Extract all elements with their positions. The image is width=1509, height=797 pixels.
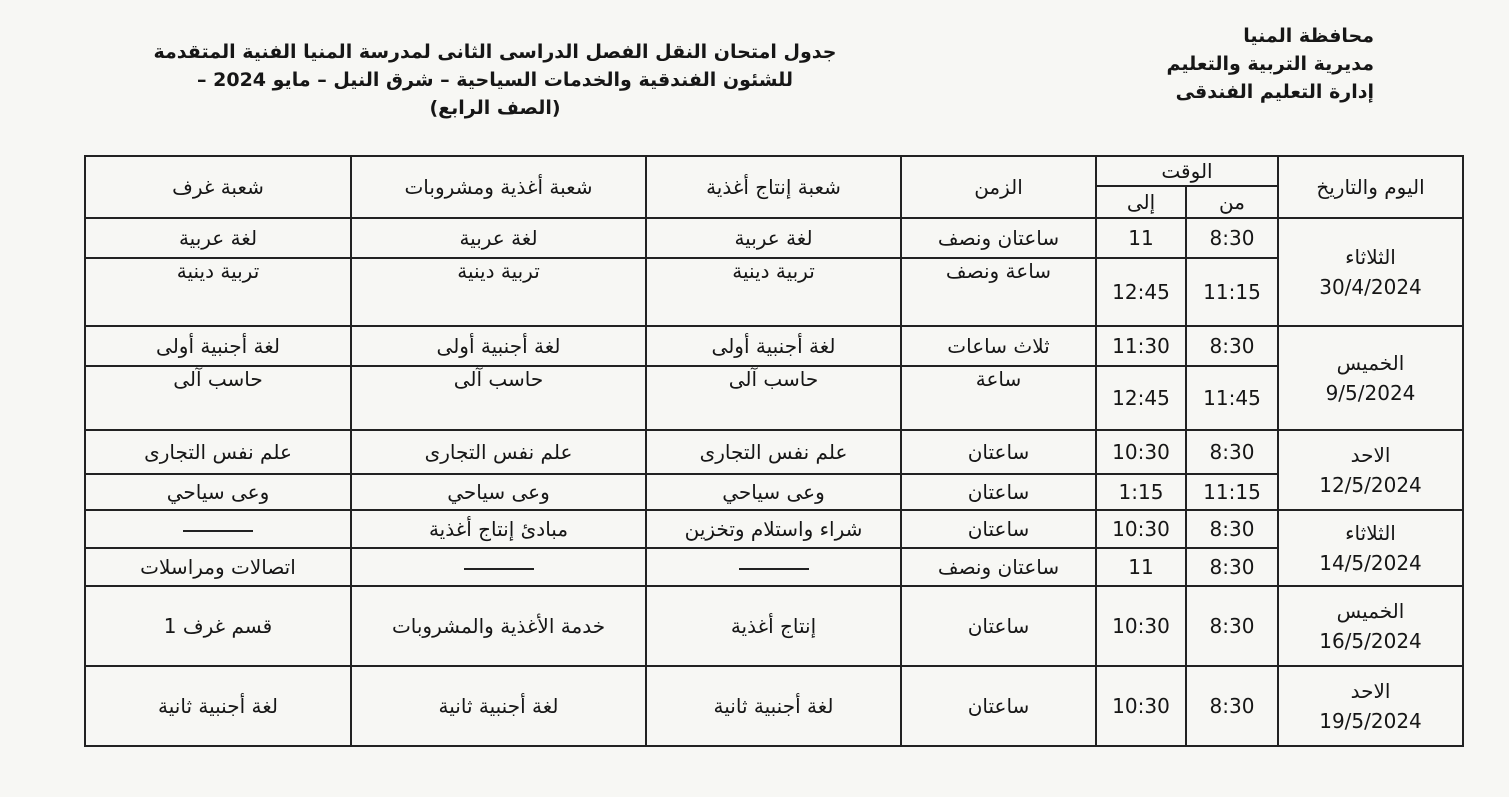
table-row: [85, 666, 1463, 746]
header-from: من: [1186, 186, 1278, 218]
empty-dash: [464, 568, 534, 570]
day-cell: [1278, 218, 1463, 326]
subject-food-beverages: مبادئ إنتاج أغذية: [351, 510, 646, 548]
duration-cell: ساعتان: [901, 474, 1096, 510]
subject-rooms: قسم غرف 1: [85, 586, 351, 666]
duration-cell: ساعتان: [901, 430, 1096, 474]
table-row: [85, 548, 1463, 586]
day-name: الاحد: [1350, 679, 1391, 703]
duration-cell: ساعتان: [901, 586, 1096, 666]
title-line-2: للشئون الفندقية والخدمات السياحية – شرق النيل – مايو 2024 –: [197, 69, 793, 91]
day-date: 9/5/2024: [1325, 381, 1416, 405]
day-date: 14/5/2024: [1319, 551, 1422, 575]
subject-rooms: تربية دينية: [85, 258, 351, 326]
time-to: 10:30: [1096, 586, 1186, 666]
header-food-production: شعبة إنتاج أغذية: [646, 156, 901, 218]
issuing-authority: [1166, 22, 1374, 106]
time-to: 11: [1096, 548, 1186, 586]
subject-rooms: لغة أجنبية أولى: [85, 326, 351, 366]
subject-food-beverages: حاسب آلى: [351, 366, 646, 430]
subject-rooms: اتصالات ومراسلات: [85, 548, 351, 586]
day-cell: [1278, 586, 1463, 666]
subject-food-production: لغة أجنبية أولى: [646, 326, 901, 366]
subject-food-beverages: علم نفس التجارى: [351, 430, 646, 474]
document-title: [135, 38, 855, 122]
time-from: 8:30: [1186, 218, 1278, 258]
time-to: 11:30: [1096, 326, 1186, 366]
time-to: 1:15: [1096, 474, 1186, 510]
header-day-date: اليوم والتاريخ: [1278, 156, 1463, 218]
day-name: الخميس: [1336, 599, 1405, 623]
time-from: 8:30: [1186, 510, 1278, 548]
time-from: 8:30: [1186, 430, 1278, 474]
day-name: الثلاثاء: [1345, 245, 1396, 269]
time-from: 8:30: [1186, 548, 1278, 586]
table-row: [85, 474, 1463, 510]
table-row: [85, 586, 1463, 666]
directorate-label: مديرية التربية والتعليم: [1166, 53, 1374, 75]
day-date: 19/5/2024: [1319, 709, 1422, 733]
time-to: 10:30: [1096, 430, 1186, 474]
table-row: [85, 326, 1463, 366]
time-to: 10:30: [1096, 510, 1186, 548]
time-to: 12:45: [1096, 258, 1186, 326]
header-duration: الزمن: [901, 156, 1096, 218]
header-to: إلى: [1096, 186, 1186, 218]
duration-cell: ساعتان ونصف: [901, 218, 1096, 258]
header-food-beverages: شعبة أغذية ومشروبات: [351, 156, 646, 218]
duration-cell: ساعة ونصف: [901, 258, 1096, 326]
subject-food-production: [646, 548, 901, 586]
table-row: [85, 430, 1463, 474]
subject-food-production: تربية دينية: [646, 258, 901, 326]
time-to: 11: [1096, 218, 1186, 258]
subject-food-beverages: لغة عربية: [351, 218, 646, 258]
time-from: 8:30: [1186, 666, 1278, 746]
duration-cell: ساعتان: [901, 666, 1096, 746]
day-name: الثلاثاء: [1345, 521, 1396, 545]
day-name: الاحد: [1350, 443, 1391, 467]
day-cell: [1278, 510, 1463, 586]
time-to: 12:45: [1096, 366, 1186, 430]
subject-food-production: علم نفس التجارى: [646, 430, 901, 474]
subject-rooms: وعى سياحي: [85, 474, 351, 510]
table-row: [85, 366, 1463, 430]
title-line-3: (الصف الرابع): [429, 97, 561, 119]
header-row: [85, 156, 1463, 186]
subject-rooms: [85, 510, 351, 548]
subject-food-production: حاسب آلى: [646, 366, 901, 430]
header-time: الوقت: [1096, 156, 1278, 186]
day-date: 16/5/2024: [1319, 629, 1422, 653]
administration-label: إدارة التعليم الفندقى: [1175, 81, 1374, 103]
subject-food-beverages: [351, 548, 646, 586]
subject-food-production: لغة أجنبية ثانية: [646, 666, 901, 746]
duration-cell: ساعة: [901, 366, 1096, 430]
subject-rooms: حاسب آلى: [85, 366, 351, 430]
time-from: 11:15: [1186, 474, 1278, 510]
subject-food-beverages: وعى سياحي: [351, 474, 646, 510]
day-date: 12/5/2024: [1319, 473, 1422, 497]
empty-dash: [183, 530, 253, 532]
day-cell: [1278, 326, 1463, 430]
time-from: 8:30: [1186, 326, 1278, 366]
subject-food-beverages: لغة أجنبية أولى: [351, 326, 646, 366]
subject-food-production: شراء واستلام وتخزين: [646, 510, 901, 548]
governorate-label: محافظة المنيا: [1243, 25, 1374, 47]
day-cell: [1278, 666, 1463, 746]
time-to: 10:30: [1096, 666, 1186, 746]
duration-cell: ثلاث ساعات: [901, 326, 1096, 366]
duration-cell: ساعتان ونصف: [901, 548, 1096, 586]
day-date: 30/4/2024: [1319, 275, 1422, 299]
time-from: 8:30: [1186, 586, 1278, 666]
empty-dash: [739, 568, 809, 570]
subject-food-beverages: لغة أجنبية ثانية: [351, 666, 646, 746]
table-row: [85, 510, 1463, 548]
duration-cell: ساعتان: [901, 510, 1096, 548]
table-row: [85, 258, 1463, 326]
subject-food-production: إنتاج أغذية: [646, 586, 901, 666]
subject-food-production: وعى سياحي: [646, 474, 901, 510]
subject-rooms: لغة عربية: [85, 218, 351, 258]
header-rooms: شعبة غرف: [85, 156, 351, 218]
subject-food-beverages: خدمة الأغذية والمشروبات: [351, 586, 646, 666]
subject-rooms: لغة أجنبية ثانية: [85, 666, 351, 746]
subject-rooms: علم نفس التجارى: [85, 430, 351, 474]
subject-food-beverages: تربية دينية: [351, 258, 646, 326]
time-from: 11:45: [1186, 366, 1278, 430]
exam-schedule-table: [84, 155, 1464, 747]
day-cell: [1278, 430, 1463, 510]
day-name: الخميس: [1336, 351, 1405, 375]
subject-food-production: لغة عربية: [646, 218, 901, 258]
time-from: 11:15: [1186, 258, 1278, 326]
title-line-1: جدول امتحان النقل الفصل الدراسى الثانى لمدرسة المنيا الفنية المتقدمة: [153, 41, 837, 63]
table-row: [85, 218, 1463, 258]
